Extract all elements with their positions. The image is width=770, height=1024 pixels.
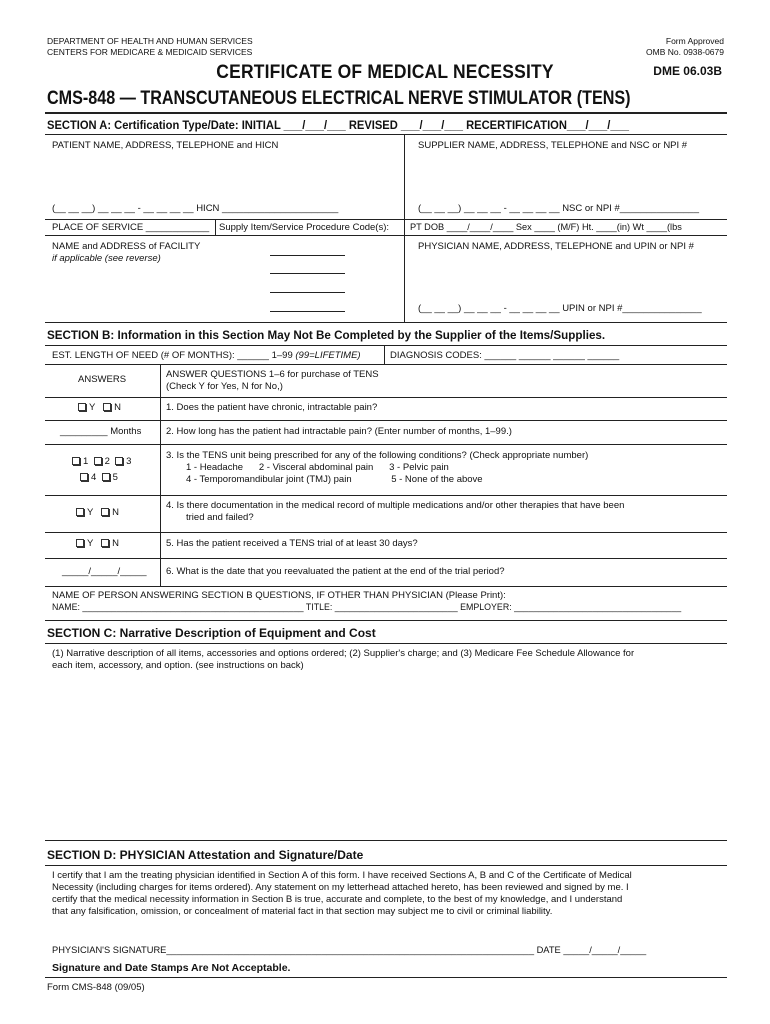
lifetime-note: (99=LIFETIME) (295, 350, 361, 361)
code-line-3[interactable] (270, 292, 345, 293)
stamp-note: Signature and Date Stamps Are Not Acceptable. (52, 962, 291, 974)
q1-yes-label: Y (89, 402, 96, 413)
section-b-end-rule (45, 620, 727, 621)
q5-answers (76, 538, 119, 549)
supplier-phone-nsc[interactable]: (__ __ __) __ __ __ - __ __ __ __ NSC or NPI #_______________ (418, 203, 699, 214)
questions-header-2: (Check Y for Yes, N for No,) (166, 381, 283, 392)
form-approved: Form Approved (665, 36, 724, 46)
omb-header (646, 36, 724, 58)
q4-no-checkbox[interactable] (101, 508, 109, 516)
attestation-line-4: that any falsification, omission, or concealment of material fact in that section may subject me to civil or criminal liability. (52, 906, 553, 917)
section-c-end-rule (45, 840, 727, 841)
row-q1 (45, 420, 727, 421)
section-c-text-2: each item, accessory, and option. (see instructions on back) (52, 660, 304, 671)
row-q5 (45, 558, 727, 559)
q3-answers-row2 (80, 472, 118, 483)
q3-opt4-checkbox[interactable] (80, 473, 88, 481)
row-rule-2 (45, 235, 405, 236)
physician-phone-upin[interactable]: (__ __ __) __ __ __ - __ __ __ __ UPIN or NPI #_______________ (418, 303, 702, 314)
attestation-line-2: Necessity (including charges for items ordered). Any statement on my letterhead attached hereto, has been reviewed and signed by me. I (52, 882, 629, 893)
row-rule-2b (404, 235, 727, 236)
q3-answers-row1 (72, 456, 131, 467)
place-of-service[interactable]: PLACE OF SERVICE ____________ (52, 222, 210, 233)
q1-no-checkbox[interactable] (103, 403, 111, 411)
section-c-rule (45, 643, 727, 644)
q6-text: 6. What is the date that you reevaluated the patient at the end of the trial period? (166, 566, 505, 577)
est-length-text: EST. LENGTH OF NEED (# OF MONTHS): ______ 1–99 (52, 350, 293, 361)
q3-opt2-label: 2 (104, 456, 110, 467)
row-q4 (45, 532, 727, 533)
omb-number: OMB No. 0938-0679 (646, 47, 724, 57)
section-a-divider (404, 134, 405, 220)
facility-label: NAME and ADDRESS of FACILITY (52, 241, 201, 252)
row-q2 (45, 444, 727, 445)
row-rule-1 (45, 219, 727, 220)
q4-yes-checkbox[interactable] (76, 508, 84, 516)
pos-divider (215, 219, 216, 235)
q3-opt1-label: 1 (83, 456, 89, 467)
section-d-title: SECTION D: PHYSICIAN Attestation and Signature/Date (47, 848, 364, 862)
q1-yes-checkbox[interactable] (78, 403, 86, 411)
section-b-rule (45, 345, 727, 346)
code-line-2[interactable] (270, 273, 345, 274)
q4-answers (76, 507, 119, 518)
row-rule-b1 (45, 364, 727, 365)
q5-no-label: N (112, 538, 119, 549)
dept-name: DEPARTMENT OF HEALTH AND HUMAN SERVICES (47, 36, 253, 46)
q2-text: 2. How long has the patient had intractable pain? (Enter number of months, 1–99.) (166, 426, 512, 437)
form-title: CERTIFICATE OF MEDICAL NECESSITY (216, 62, 554, 83)
q5-yes-label: Y (87, 538, 94, 549)
patient-dob-sex-ht-wt[interactable]: PT DOB ____/____/____ Sex ____ (M/F) Ht. ____(in) Wt ____(lbs (410, 222, 682, 233)
narrative-area[interactable] (46, 676, 726, 838)
form-subtitle: CMS-848 — TRANSCUTANEOUS ELECTRICAL NERVE STIMULATOR (TENS) (47, 88, 631, 109)
code-line-1[interactable] (270, 255, 345, 256)
patient-label: PATIENT NAME, ADDRESS, TELEPHONE and HICN (52, 140, 279, 151)
q3-opt2-checkbox[interactable] (94, 457, 102, 465)
q5-yes-checkbox[interactable] (76, 539, 84, 547)
q3-options-2: 4 - Temporomandibular joint (TMJ) pain 5 - None of the above (186, 474, 483, 485)
q4-no-label: N (112, 507, 119, 518)
q1-no-label: N (114, 402, 121, 413)
diagnosis-codes[interactable]: DIAGNOSIS CODES: ______ ______ ______ ______ (390, 350, 620, 361)
section-b-title: SECTION B: Information in this Section May Not Be Completed by the Supplier of the Items/Supplies. (47, 328, 606, 342)
q1-text: 1. Does the patient have chronic, intractable pain? (166, 402, 378, 413)
section-a-title: SECTION A: Certification Type/Date: INITIAL ___/___/___ REVISED ___/___/___ RECERTIFICATION___/___/___ (47, 118, 629, 132)
diag-divider (384, 345, 385, 364)
patient-phone-hicn[interactable]: (__ __ __) __ __ __ - __ __ __ __ HICN ______________________ (52, 203, 339, 214)
respondent-label: NAME OF PERSON ANSWERING SECTION B QUESTIONS, IF OTHER THAN PHYSICIAN (Please Print): (52, 590, 506, 601)
physician-label: PHYSICIAN NAME, ADDRESS, TELEPHONE and UPIN or NPI # (418, 241, 694, 252)
q5-text: 5. Has the patient received a TENS trial of at least 30 days? (166, 538, 418, 549)
row-q3 (45, 495, 727, 496)
department-header (47, 36, 253, 58)
q3-opt3-label: 3 (126, 456, 132, 467)
supply-item-label: Supply Item/Service Procedure Code(s): (219, 222, 390, 233)
row-q0 (45, 397, 727, 398)
dme-code: DME 06.03B (653, 64, 722, 78)
supplier-label: SUPPLIER NAME, ADDRESS, TELEPHONE and NSC or NPI # (418, 140, 688, 151)
section-a-rule (45, 134, 727, 135)
answers-header: ANSWERS (78, 374, 127, 385)
q3-text: 3. Is the TENS unit being prescribed for any of the following conditions? (Check appropriate number) (166, 450, 589, 461)
form-id: Form CMS-848 (09/05) (47, 982, 145, 993)
q4-text-2: tried and failed? (186, 512, 254, 523)
attestation-line-3: certify that the medical necessity information in Section B is true, accurate and complete, to the best of my knowledge, and I understand (52, 894, 623, 905)
q3-opt4-label: 4 (91, 472, 97, 483)
q1-answers (78, 402, 121, 413)
q4-yes-label: Y (87, 507, 94, 518)
row-q6 (45, 586, 727, 587)
attestation-text (52, 870, 722, 918)
respondent-fields[interactable]: NAME: _____________________________________________ TITLE: _________________________ EMPLOYER: __________________________________ (52, 602, 682, 613)
section-c-text-1: (1) Narrative description of all items, accessories and options ordered; (2) Supplier's charge; and (3) Medicare Fee Schedule Allowance for (52, 648, 635, 659)
questions-header-1: ANSWER QUESTIONS 1–6 for purchase of TENS (166, 369, 379, 380)
q3-options-1: 1 - Headache 2 - Visceral abdominal pain 3 - Pelvic pain (186, 462, 449, 473)
q2-months-field[interactable]: _________ Months (60, 426, 142, 437)
q5-no-checkbox[interactable] (101, 539, 109, 547)
section-d-rule (45, 865, 727, 866)
q3-opt5-label: 5 (112, 472, 118, 483)
q4-text: 4. Is there documentation in the medical record of multiple medications and/or other therapies that have been (166, 500, 625, 511)
est-length-need[interactable] (52, 350, 361, 362)
section-c-title: SECTION C: Narrative Description of Equipment and Cost (47, 626, 376, 640)
q3-opt1-checkbox[interactable] (72, 457, 80, 465)
q6-date-field[interactable]: _____/_____/_____ (62, 566, 147, 577)
q3-opt5-checkbox[interactable] (102, 473, 110, 481)
physician-signature-field[interactable]: PHYSICIAN'S SIGNATURE_______________________________________________________________________ DATE _____/_____/_____ (52, 945, 647, 956)
attestation-line-1: I certify that I am the treating physician identified in Section A of this form. I have received Sections A, B and C of the Certificate of Medical (52, 870, 632, 881)
title-rule (45, 112, 727, 114)
code-line-4[interactable] (270, 311, 345, 312)
section-a-end-rule (45, 322, 727, 323)
centers-name: CENTERS FOR MEDICARE & MEDICAID SERVICES (47, 47, 253, 57)
q3-opt3-checkbox[interactable] (115, 457, 123, 465)
facility-note: if applicable (see reverse) (52, 253, 161, 264)
section-d-end-rule (45, 977, 727, 978)
